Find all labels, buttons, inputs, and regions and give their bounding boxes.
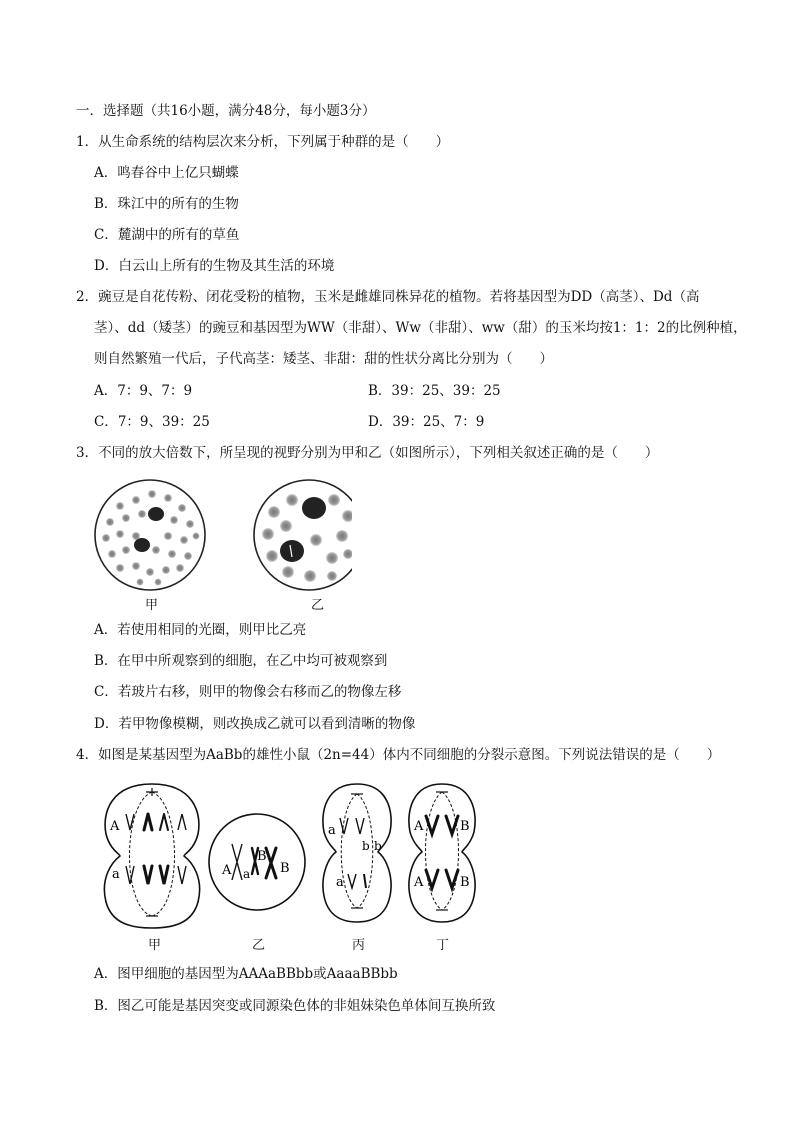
question-4-stem: 4．如图是某基因型为AaBb的雄性小鼠（2n=44）体内不同细胞的分裂示意图。下列说法错误的是（ ） [76, 747, 721, 763]
gene-label-A-jia: A [110, 819, 120, 834]
question-1-option-d: D．白云山上所有的生物及其生活的环境 [94, 258, 335, 274]
figure-4-label-yi: 乙 [252, 938, 266, 953]
gene-label-B2-yi: B [280, 861, 290, 876]
question-3-stem: 3．不同的放大倍数下，所呈现的视野分别为甲和乙（如图所示），下列相关叙述正确的是（ ） [76, 445, 659, 461]
figure-3-label-jia: 甲 [145, 598, 159, 613]
question-3-option-c: C．若玻片右移，则甲的物像会右移而乙的物像左移 [94, 684, 402, 700]
gene-label-B-ding-bottom: B [460, 875, 470, 890]
gene-label-A-ding-bottom: A [414, 875, 424, 890]
figure-4-label-bing: 丙 [352, 938, 366, 953]
gene-label-a-bing-top: a [328, 823, 336, 838]
question-2-stem-line-3: 则自然繁殖一代后，子代高茎：矮茎、非甜：甜的性状分离比分别为（ ） [94, 351, 553, 367]
gene-label-B-ding-top: B [460, 819, 470, 834]
cell-division-figure [92, 778, 492, 948]
microscope-field-figure [92, 478, 352, 596]
question-3-option-a: A．若使用相同的光圈，则甲比乙亮 [94, 622, 307, 638]
field-yi [254, 480, 352, 590]
question-4-option-a: A．图甲细胞的基因型为AAAaBBbb或AaaaBBbb [94, 966, 398, 982]
question-3-option-d: D．若甲物像模糊，则改换成乙就可以看到清晰的物像 [94, 716, 416, 732]
gene-label-A-yi: A [222, 863, 232, 878]
question-2-option-a: A．7：9、7：9 [94, 383, 193, 399]
gene-label-A-ding-top: A [414, 819, 424, 834]
field-jia [95, 480, 205, 590]
question-2-stem-line-1: 2．豌豆是自花传粉、闭花受粉的植物，玉米是雌雄同株异花的植物。若将基因型为DD（高茎）、Dd（高 [76, 289, 700, 305]
gene-label-a-jia: a [112, 867, 120, 882]
question-4-option-b: B．图乙可能是基因突变或同源染色体的非姐妹染色单体间互换所致 [94, 998, 496, 1014]
gene-label-b-bing-2: b [374, 839, 382, 853]
section-title: 一．选择题（共16小题，满分48分，每小题3分） [76, 103, 376, 119]
question-2-option-b: B．39：25、39：25 [368, 383, 501, 399]
question-1-option-c: C．麓湖中的所有的草鱼 [94, 227, 240, 243]
question-1-stem: 1．从生命系统的结构层次来分析，下列属于种群的是（ ） [76, 134, 450, 150]
gene-label-a-yi: a [243, 867, 251, 881]
figure-3-label-yi: 乙 [311, 598, 325, 613]
question-1-option-a: A．鸣春谷中上亿只蝴蝶 [94, 165, 239, 181]
figure-4-label-jia: 甲 [148, 938, 162, 953]
question-3-option-b: B．在甲中所观察到的细胞，在乙中均可被观察到 [94, 653, 388, 669]
question-1-option-b: B．珠江中的所有的生物 [94, 196, 239, 212]
gene-label-a-bing-bottom: a [336, 875, 344, 890]
gene-label-b-bing-1: b [362, 839, 370, 853]
question-2-option-c: C．7：9、39：25 [94, 414, 210, 430]
question-2-option-d: D．39：25、7：9 [368, 414, 485, 430]
figure-4-label-ding: 丁 [436, 938, 450, 953]
gene-label-B-yi: B [257, 849, 267, 864]
question-2-stem-line-2: 茎）、dd（矮茎）的豌豆和基因型为WW（非甜）、Ww（非甜）、ww（甜）的玉米均按1：1：2的比例种植， [94, 320, 747, 336]
